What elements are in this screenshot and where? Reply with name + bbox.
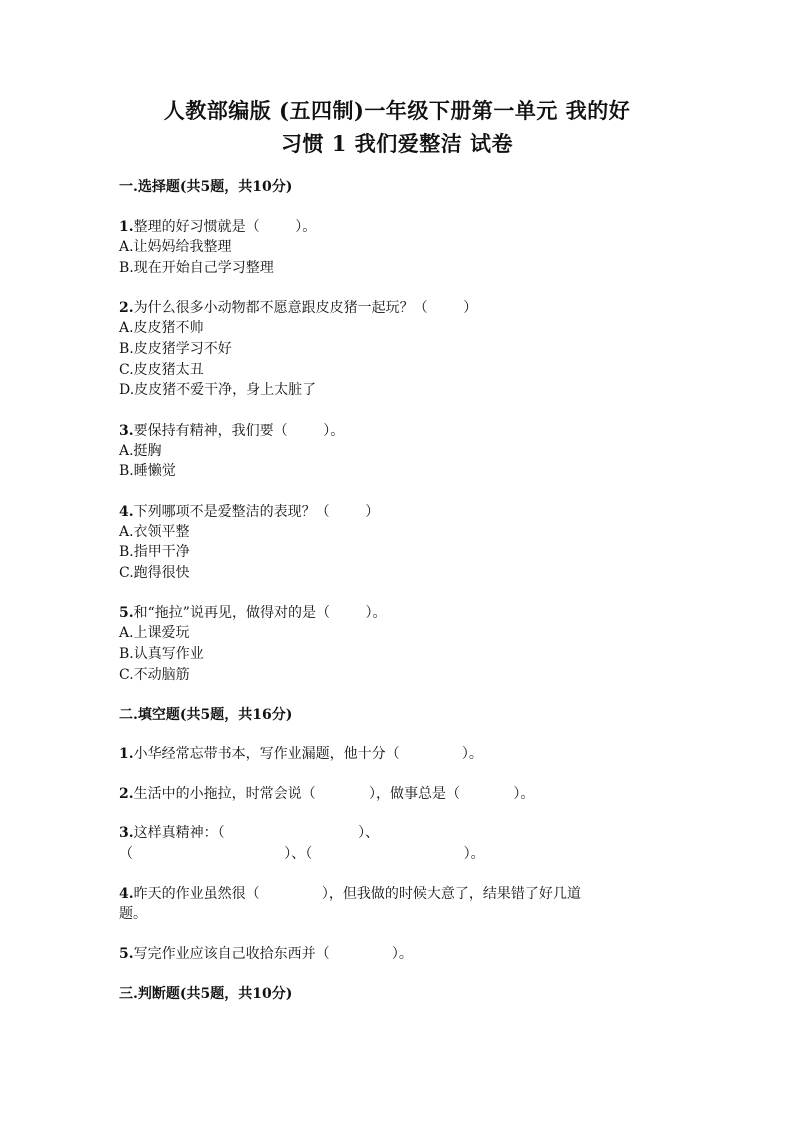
option-item: C.跑得很快 xyxy=(119,565,190,581)
question-stem: 整理的好习惯就是（ ）。 xyxy=(133,219,317,235)
option-item: B.认真写作业 xyxy=(119,646,204,662)
option-item: A.皮皮猪不帅 xyxy=(119,320,204,336)
question-continuation: （ ）、（ ）。 xyxy=(119,846,485,862)
question-text xyxy=(119,823,379,843)
question-text xyxy=(119,502,379,522)
question-text xyxy=(119,784,534,804)
question-number: 3. xyxy=(119,825,134,841)
option-item: C.皮皮猪太丑 xyxy=(119,362,204,378)
section-heading-judge: 三.判断题(共5题，共10分) xyxy=(119,986,293,1002)
question-text xyxy=(119,298,477,318)
option-item: A.挺胸 xyxy=(119,443,162,459)
option-item: A.上课爱玩 xyxy=(119,625,190,641)
question-text xyxy=(119,944,413,964)
option-item: A.让妈妈给我整理 xyxy=(119,239,232,255)
question-number: 1. xyxy=(119,219,134,235)
option-item: C.不动脑筋 xyxy=(119,667,190,683)
question-stem: 下列哪项不是爱整洁的表现？（ ） xyxy=(133,504,380,520)
question-number: 3. xyxy=(119,423,134,439)
question-text xyxy=(119,421,344,441)
option-item: D.皮皮猪不爱干净，身上太脏了 xyxy=(119,382,317,398)
question-stem: 和“拖拉”说再见，做得对的是（ ）。 xyxy=(133,605,387,621)
question-text xyxy=(119,603,387,623)
option-item: B.现在开始自己学习整理 xyxy=(119,260,274,276)
question-number: 5. xyxy=(119,605,134,621)
question-stem: 这样真精神：（ ）、 xyxy=(133,825,380,841)
question-number: 4. xyxy=(119,886,134,902)
option-item: B.睡懒觉 xyxy=(119,463,176,479)
option-item: A.衣领平整 xyxy=(119,524,190,540)
question-number: 2. xyxy=(119,300,134,316)
question-number: 1. xyxy=(119,746,134,762)
question-number: 4. xyxy=(119,504,134,520)
question-continuation: 题。 xyxy=(119,906,147,922)
question-text xyxy=(119,884,581,904)
question-stem: 生活中的小拖拉，时常会说（ ），做事总是（ ）。 xyxy=(133,786,535,802)
section-heading-fill: 二.填空题(共5题，共16分) xyxy=(119,707,293,723)
option-item: B.皮皮猪学习不好 xyxy=(119,341,232,357)
question-number: 2. xyxy=(119,786,134,802)
question-text xyxy=(119,217,316,237)
option-item: B.指甲干净 xyxy=(119,544,190,560)
question-stem: 为什么很多小动物都不愿意跟皮皮猪一起玩？（ ） xyxy=(133,300,478,316)
page-title-line-2: 习惯 1 我们爱整洁 试卷 xyxy=(280,131,514,156)
section-heading-choice: 一.选择题(共5题，共10分) xyxy=(119,179,293,195)
question-number: 5. xyxy=(119,946,134,962)
page-title-line-1: 人教部编版 (五四制)一年级下册第一单元 我的好 xyxy=(163,98,631,123)
question-stem: 写完作业应该自己收拾东西并（ ）。 xyxy=(133,946,413,962)
question-text xyxy=(119,744,483,764)
question-stem: 小华经常忘带书本，写作业漏题，他十分（ ）。 xyxy=(133,746,483,762)
question-stem: 要保持有精神，我们要（ ）。 xyxy=(133,423,345,439)
question-stem: 昨天的作业虽然很（ ），但我做的时候大意了，结果错了好几道 xyxy=(133,886,581,902)
